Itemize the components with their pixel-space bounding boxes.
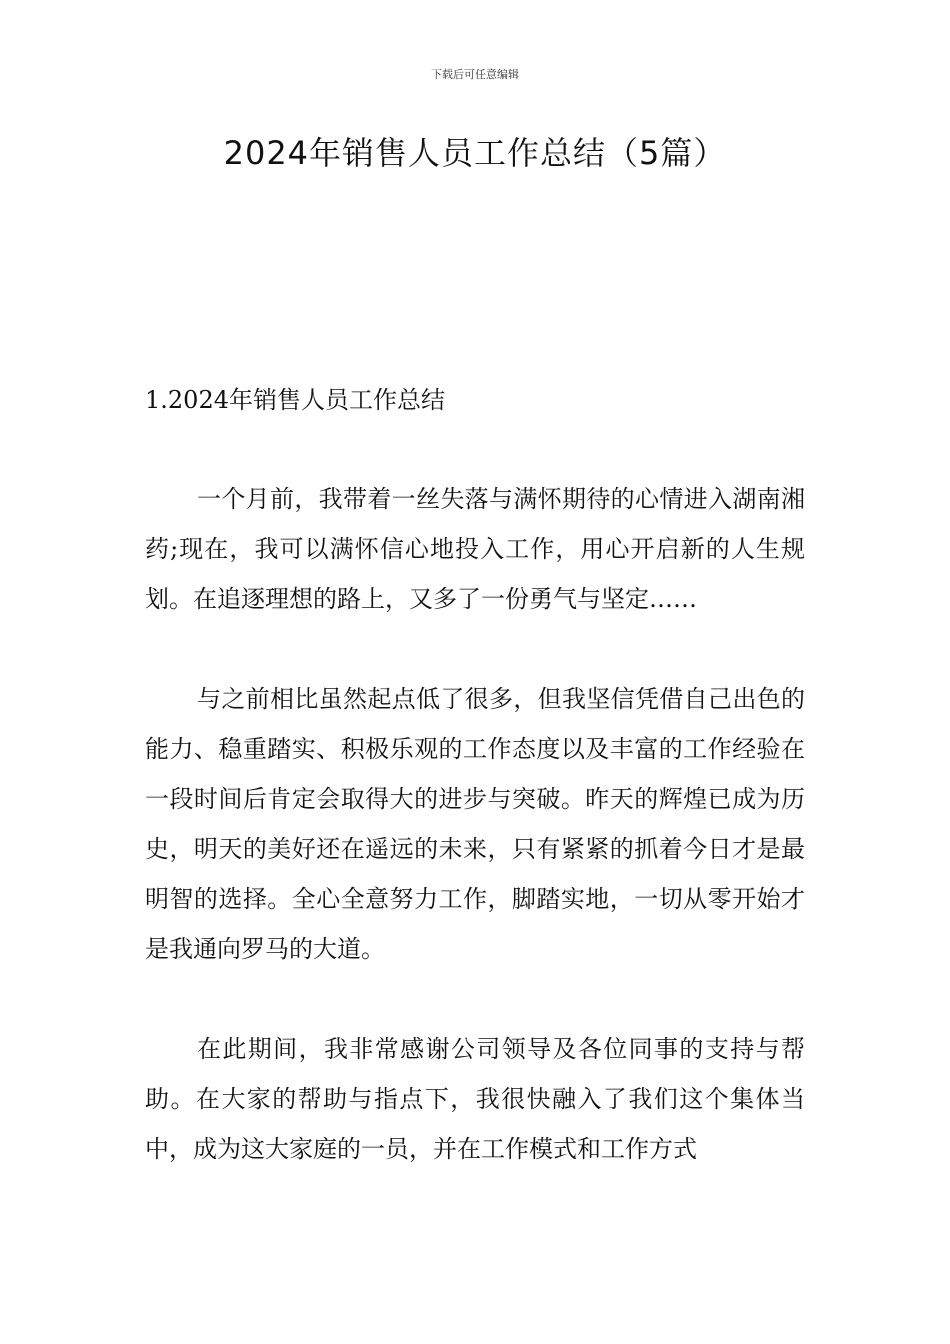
paragraph-2: 与之前相比虽然起点低了很多，但我坚信凭借自己出色的能力、稳重踏实、积极乐观的工作态度以及丰富的工作经验在一段时间后肯定会取得大的进步与突破。昨天的辉煌已成为历史，明天的美好还在遥远的未来，只有紧紧的抓着今日才是最明智的选择。全心全意努力工作，脚踏实地，一切从零开始才是我通向罗马的大道。 [145,685,805,963]
paragraph-3: 在此期间，我非常感谢公司领导及各位同事的支持与帮助。在大家的帮助与指点下，我很快融入了我们这个集体当中，成为这大家庭的一员，并在工作模式和工作方式 [145,1035,805,1163]
header-note: 下载后可任意编辑 [431,68,519,81]
document-title: 2024年销售人员工作总结（5篇） [223,134,727,172]
section-heading: 1.2024年销售人员工作总结 [145,386,445,414]
document-body [145,474,805,1224]
paragraph-1: 一个月前，我带着一丝失落与满怀期待的心情进入湖南湘药;现在，我可以满怀信心地投入工作，用心开启新的人生规划。在追逐理想的路上，又多了一份勇气与坚定…… [145,485,805,613]
